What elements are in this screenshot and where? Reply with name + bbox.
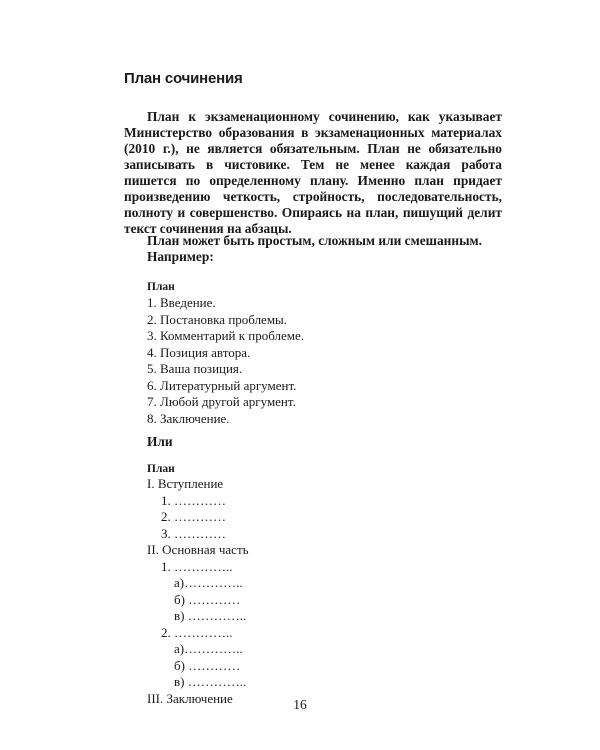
list-item: б) ………… (174, 591, 241, 607)
example-label: Например: (147, 249, 214, 264)
list-item: 8. Заключение. (147, 410, 230, 426)
list-item: 1. ………… (161, 492, 226, 508)
plan1-list (147, 295, 304, 427)
list-item: 6. Литературный аргумент. (147, 377, 297, 393)
intro-paragraph-text: План к экзаменационному сочинению, как указывает Министерство образования в экзаменационных материалах (2010 г.), не является обязательным. План не обязательно записывать в чистовике. Тем не менее каждая работа пишется по определенному плану. Именно план придает произведению четкость, стройность, последовательность, полноту и совершенство. Опираясь на план, пишущий делит текст сочинения на абзацы. (124, 109, 502, 236)
list-item: 7. Любой другой аргумент. (147, 394, 296, 409)
plan2-title: План (147, 463, 175, 475)
list-item: 2. ………….. (161, 624, 233, 640)
plan2-main: II. Основная часть (147, 542, 249, 557)
list-item: 5. Ваша позиция. (147, 361, 243, 376)
list-item: 4. Позиция автора. (147, 344, 251, 360)
list-item: в) ………….. (174, 608, 247, 623)
plan2-intro: I. Вступление (147, 476, 224, 491)
plan2-conclusion: III. Заключение (147, 690, 233, 706)
list-item: 1. ………….. (161, 558, 233, 574)
list-item: 3. ………… (161, 525, 226, 541)
or-label: Или (147, 434, 173, 449)
intro-paragraph (124, 109, 502, 237)
list-item: б) ………… (174, 657, 241, 673)
list-item: а)………….. (174, 641, 243, 656)
plan-types-text: План может быть простым, сложным или смешанным. (147, 233, 483, 248)
plan-types-paragraph (124, 233, 502, 265)
plan2-list (147, 476, 249, 707)
plan1-title: План (147, 281, 175, 293)
section-heading: План сочинения (124, 70, 243, 87)
list-item: в) ………….. (174, 674, 247, 689)
list-item: а)………….. (174, 575, 243, 590)
list-item: 2. Постановка проблемы. (147, 311, 288, 327)
list-item: 2. ………… (161, 509, 226, 524)
list-item: 1. Введение. (147, 295, 216, 310)
list-item: 3. Комментарий к проблеме. (147, 328, 305, 343)
page-number: 16 (293, 697, 307, 712)
